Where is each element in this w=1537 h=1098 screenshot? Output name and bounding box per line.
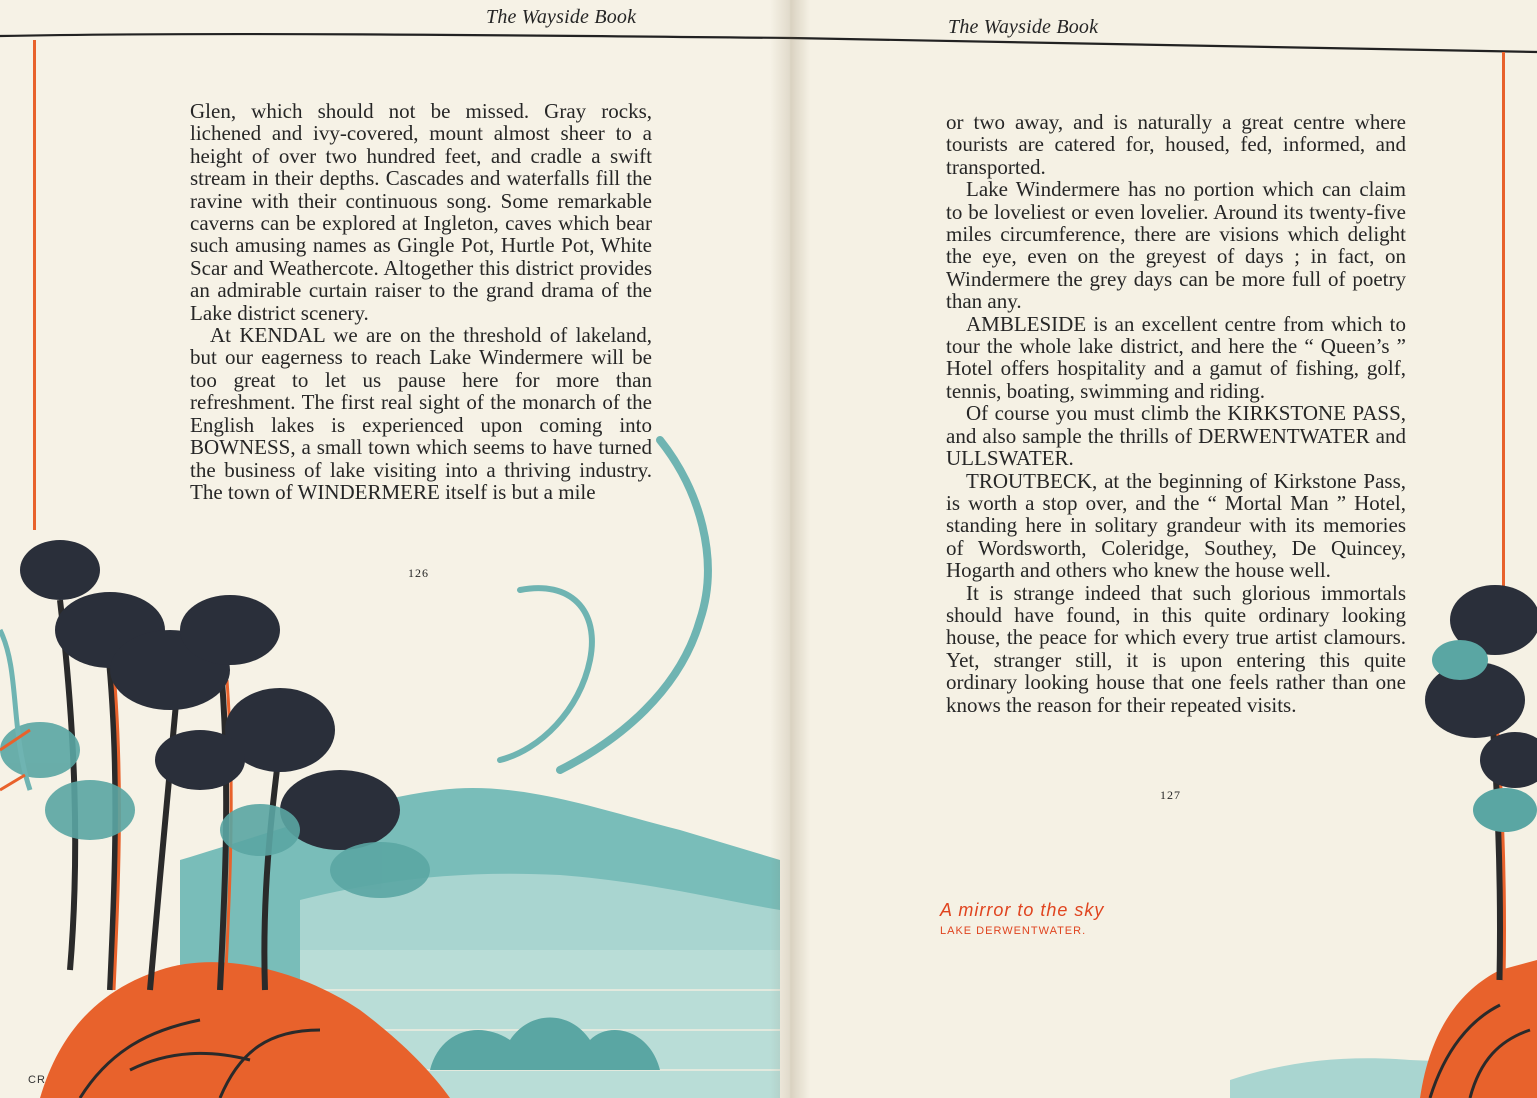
paragraph: It is strange indeed that such glorious immortals should have found, in this quite ordinary looking house, the peace for which every true artist clamours. Yet, stranger still, it is upon entering this quite ordinary looking house that one feels rather than one knows the reason for their repeated visits. bbox=[946, 580, 1406, 717]
header-rule bbox=[790, 0, 1537, 60]
paragraph: or two away, and is naturally a great centre where tourists are catered for, housed, fed, informed, and transported. bbox=[946, 110, 1406, 179]
artist-mark: CR bbox=[28, 1074, 46, 1086]
right-page bbox=[790, 0, 1537, 1098]
paragraph: AMBLESIDE is an excellent centre from which to tour the whole lake district, and here the “ Queen’s ” Hotel offers hospitality and a gamut of fishing, golf, tennis, boating, swimming and riding. bbox=[946, 311, 1406, 403]
page-number-left: 126 bbox=[408, 566, 429, 580]
paragraph: TROUTBECK, at the beginning of Kirkstone Pass, is worth a stop over, and the “ Mortal Man ” Hotel, standing here in solitary grandeur with its memories of Wordsworth, Coleridge, Southey, De Quincey, Hogarth and others who knew the house well. bbox=[946, 468, 1406, 583]
lake-illustration-left bbox=[0, 430, 790, 1098]
paragraph: At KENDAL we are on the threshold of lakeland, but our eagerness to reach Lake Windermere will be too great to let us pause here for more than refreshment. The first real sight of the monarch of the English lakes is experienced upon coming into BOWNESS, a small town which seems to have turned the business of lake visiting into a thriving industry. The town of WINDERMERE itself is but a mile bbox=[190, 323, 652, 504]
paragraph: Of course you must climb the KIRKSTONE PASS, and also sample the thrills of DERWENTWATER and ULLSWATER. bbox=[946, 401, 1406, 471]
header-rule bbox=[0, 0, 790, 60]
caption-title: A mirror to the sky bbox=[940, 900, 1105, 920]
paragraph: Lake Windermere has no portion which can claim to be loveliest or even lovelier. Around its twenty-five miles circumference, there are visions which delight the eye, even on the greyest of days ; in fact, on Windermere the grey days can be more full of poetry than any. bbox=[946, 177, 1406, 314]
right-margin-rule bbox=[1502, 52, 1505, 592]
tree-illustration-right bbox=[1230, 560, 1537, 1098]
paragraph: Glen, which should not be missed. Gray rocks, lichened and ivy-covered, mount almost sheer to a height of over two hundred feet, and cradle a swift stream in their depths. Cascades and waterfalls fill the ravine with their continuous song. Some remarkable caverns can be explored at Ingleton, caves which bear such amusing names as Gingle Pot, Hurtle Pot, White Scar and Weathercote. Altogether this district provides an admirable curtain raiser to the grand drama of the Lake district scenery. bbox=[190, 99, 652, 325]
running-head-right: The Wayside Book bbox=[948, 16, 1099, 38]
page-number-right: 127 bbox=[1160, 788, 1181, 802]
caption-location: LAKE DERWENTWATER. bbox=[940, 925, 1087, 937]
illustration-caption bbox=[940, 900, 1104, 937]
running-head-left: The Wayside Book bbox=[486, 6, 637, 28]
book-gutter bbox=[770, 0, 810, 1098]
